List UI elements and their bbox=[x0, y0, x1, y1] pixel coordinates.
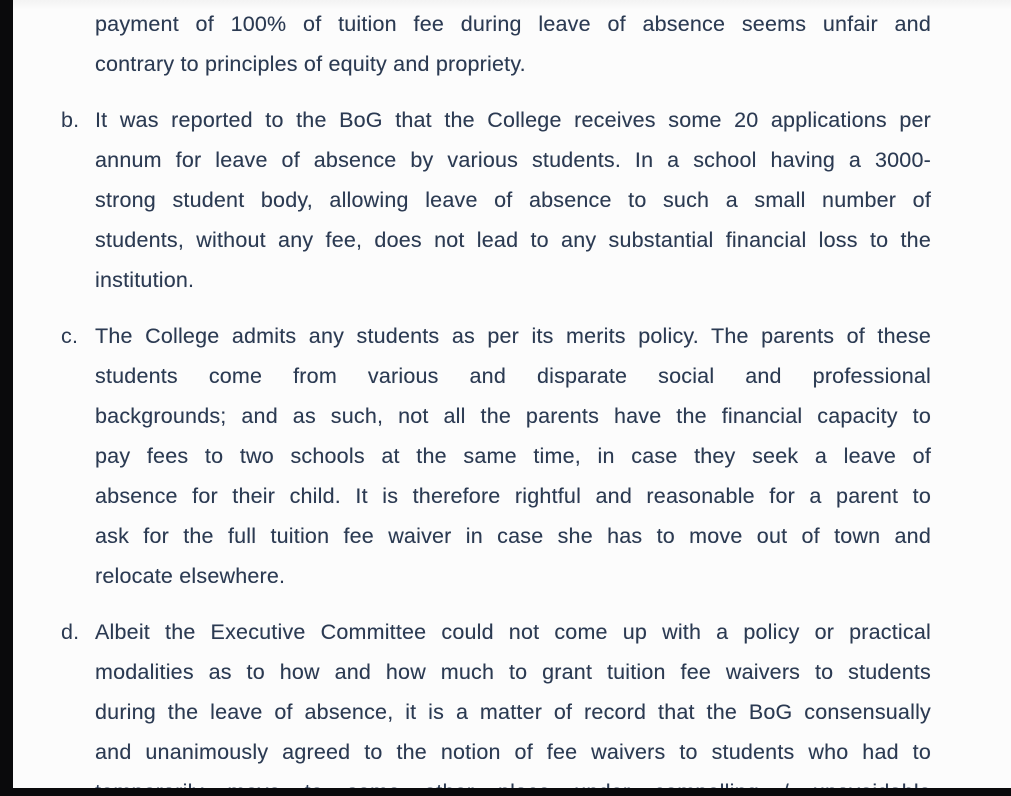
text-line: Albeit the Executive Committee could not come up with a policy or practical bbox=[95, 620, 931, 644]
text-line: payment of 100% of tuition fee during leave of absence seems unfair and bbox=[95, 12, 931, 36]
document-body bbox=[61, 4, 931, 796]
list-marker: c. bbox=[61, 324, 79, 348]
text-line: pay fees to two schools at the same time, in case they seek a leave of bbox=[95, 444, 931, 468]
scan-edge-left-bar bbox=[0, 0, 13, 796]
text-line: contrary to principles of equity and propriety. bbox=[95, 52, 526, 76]
list-item-d bbox=[61, 612, 931, 796]
text-line: backgrounds; and as such, not all the parents have the financial capacity to bbox=[95, 404, 931, 428]
text-line: strong student body, allowing leave of absence to such a small number of bbox=[95, 188, 931, 212]
text-line: relocate elsewhere. bbox=[95, 564, 286, 588]
list-item-b bbox=[61, 100, 931, 300]
list-marker: d. bbox=[61, 620, 80, 644]
text-line: students come from various and disparate social and professional bbox=[95, 364, 931, 388]
list-item-c bbox=[61, 316, 931, 596]
text-line: annum for leave of absence by various students. In a school having a 3000- bbox=[95, 148, 931, 172]
text-line: students, without any fee, does not lead to any substantial financial loss to the bbox=[95, 228, 931, 252]
text-line: during the leave of absence, it is a matter of record that the BoG consensually bbox=[95, 700, 931, 724]
list-marker: b. bbox=[61, 108, 80, 132]
text-line: ask for the full tuition fee waiver in case she has to move out of town and bbox=[95, 524, 931, 548]
text-line: The College admits any students as per its merits policy. The parents of these bbox=[95, 324, 931, 348]
text-line: absence for their child. It is therefore rightful and reasonable for a parent to bbox=[95, 484, 931, 508]
scan-edge-bottom-bar bbox=[0, 788, 1011, 796]
paragraph-continuation bbox=[95, 4, 931, 84]
text-line: modalities as to how and how much to grant tuition fee waivers to students bbox=[95, 660, 931, 684]
text-line: institution. bbox=[95, 268, 195, 292]
text-line: and unanimously agreed to the notion of fee waivers to students who had to bbox=[95, 740, 931, 764]
text-line: It was reported to the BoG that the College receives some 20 applications per bbox=[95, 108, 931, 132]
